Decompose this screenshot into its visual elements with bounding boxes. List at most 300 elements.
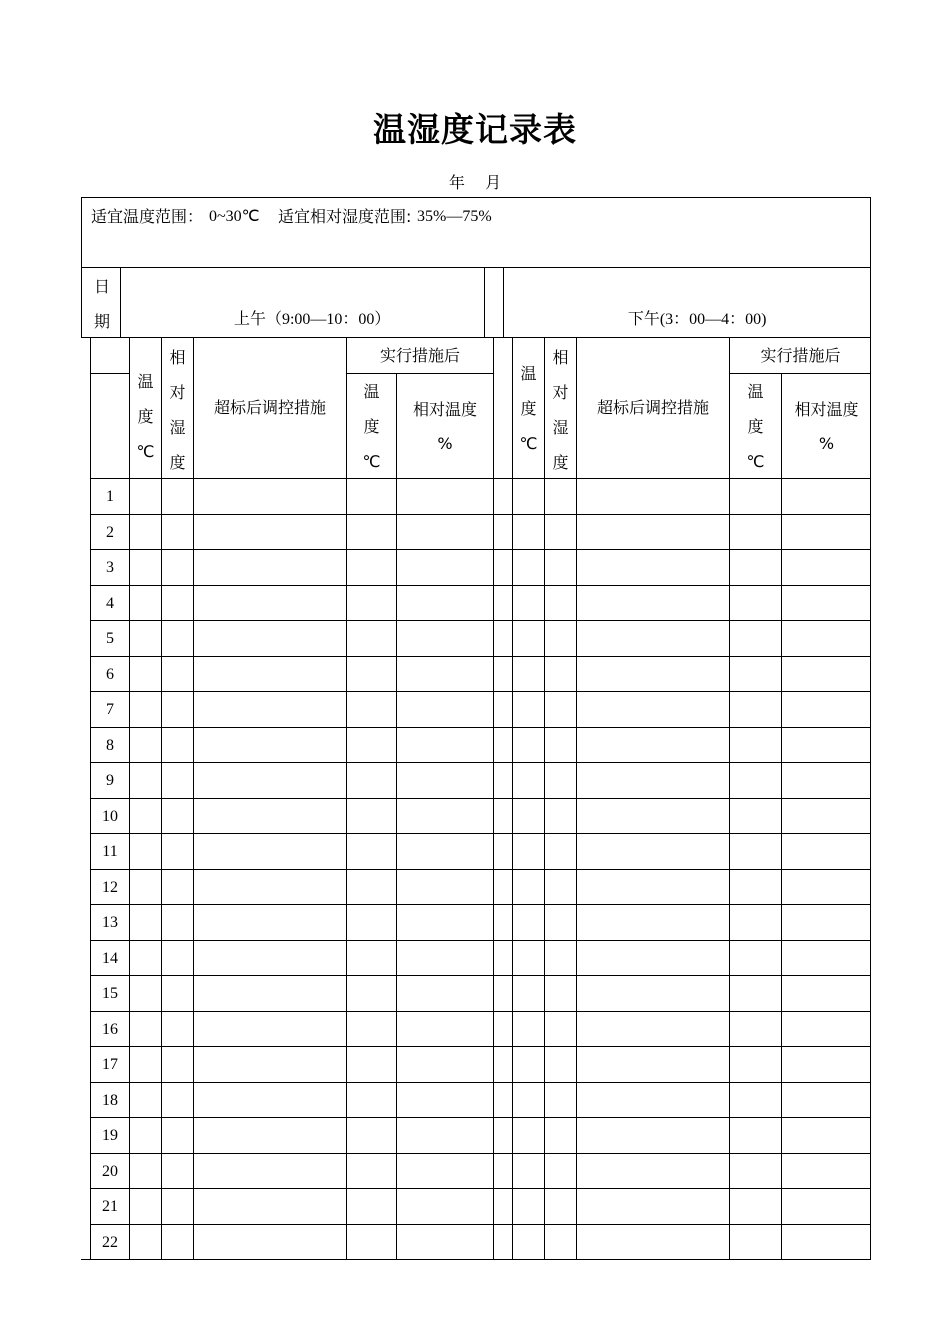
cell-divider bbox=[161, 1118, 162, 1153]
cell-divider bbox=[493, 515, 494, 550]
row-day-number: 20 bbox=[102, 1162, 118, 1180]
cell-divider bbox=[161, 621, 162, 656]
cell-divider bbox=[396, 550, 397, 585]
cell-divider bbox=[729, 834, 730, 869]
cell-divider bbox=[346, 621, 347, 656]
cell-divider bbox=[193, 1225, 194, 1260]
cell-divider bbox=[576, 1012, 577, 1047]
cell-divider bbox=[512, 621, 513, 656]
afternoon-label: 下午 bbox=[627, 309, 660, 328]
cell-divider bbox=[346, 799, 347, 834]
cell-divider bbox=[576, 799, 577, 834]
cell-divider bbox=[396, 515, 397, 550]
temp-range-value: 0~30℃ bbox=[209, 208, 260, 225]
cell-divider bbox=[576, 1083, 577, 1118]
cell-divider bbox=[129, 763, 130, 798]
cell-divider bbox=[396, 692, 397, 727]
cell-divider bbox=[161, 692, 162, 727]
cell-divider bbox=[493, 941, 494, 976]
cell-divider bbox=[161, 657, 162, 692]
cell-divider bbox=[161, 834, 162, 869]
cell-divider bbox=[193, 692, 194, 727]
cell-divider bbox=[544, 941, 545, 976]
table-row bbox=[90, 1083, 871, 1119]
date-label-top: 日 bbox=[94, 277, 111, 296]
cell-divider bbox=[396, 799, 397, 834]
cell-divider bbox=[396, 586, 397, 621]
cell-divider bbox=[161, 976, 162, 1011]
cell-divider bbox=[729, 1012, 730, 1047]
cell-divider bbox=[781, 1225, 782, 1260]
cell-divider bbox=[729, 1154, 730, 1189]
table-row bbox=[90, 621, 871, 657]
cell-divider bbox=[781, 657, 782, 692]
cell-divider bbox=[161, 1047, 162, 1082]
cell-divider bbox=[193, 1118, 194, 1153]
cell-divider bbox=[512, 905, 513, 940]
cell-divider bbox=[346, 657, 347, 692]
cell-divider bbox=[161, 1012, 162, 1047]
cell-divider bbox=[576, 621, 577, 656]
cell-divider bbox=[729, 728, 730, 763]
cell-divider bbox=[512, 1189, 513, 1224]
cell-divider bbox=[129, 586, 130, 621]
after-temp-header-am: 温 度 ℃ bbox=[362, 382, 381, 471]
cell-divider bbox=[781, 550, 782, 585]
cell-divider bbox=[396, 1118, 397, 1153]
cell-divider bbox=[781, 621, 782, 656]
measures-col-header-am: 超标后调控措施 bbox=[213, 398, 326, 417]
row-day-number: 5 bbox=[106, 630, 114, 647]
cell-divider bbox=[729, 941, 730, 976]
cell-divider bbox=[544, 621, 545, 656]
cell-divider bbox=[576, 515, 577, 550]
cell-divider bbox=[346, 550, 347, 585]
morning-time: （9:00—10：00） bbox=[265, 311, 391, 328]
cell-divider bbox=[193, 799, 194, 834]
cell-divider bbox=[396, 905, 397, 940]
cell-divider bbox=[544, 550, 545, 585]
cell-divider bbox=[576, 1047, 577, 1082]
cell-divider bbox=[493, 550, 494, 585]
cell-divider bbox=[781, 1012, 782, 1047]
table-row bbox=[90, 1189, 871, 1225]
cell-divider bbox=[129, 1083, 130, 1118]
cell-divider bbox=[193, 763, 194, 798]
table-row bbox=[90, 550, 871, 586]
cell-divider bbox=[781, 870, 782, 905]
table-row bbox=[90, 479, 871, 515]
cell-divider bbox=[346, 1012, 347, 1047]
cell-divider bbox=[544, 870, 545, 905]
cell-divider bbox=[544, 905, 545, 940]
table-row bbox=[90, 1154, 871, 1190]
table-row bbox=[90, 1012, 871, 1048]
cell-divider bbox=[544, 1225, 545, 1260]
cell-divider bbox=[396, 479, 397, 514]
cell-divider bbox=[544, 799, 545, 834]
cell-divider bbox=[512, 976, 513, 1011]
cell-divider bbox=[544, 1189, 545, 1224]
table-row bbox=[90, 799, 871, 835]
cell-divider bbox=[512, 941, 513, 976]
humidity-range-value: 35%—75% bbox=[417, 208, 492, 225]
cell-divider bbox=[512, 692, 513, 727]
cell-divider bbox=[193, 905, 194, 940]
cell-divider bbox=[729, 515, 730, 550]
cell-divider bbox=[729, 550, 730, 585]
cell-divider bbox=[493, 905, 494, 940]
cell-divider bbox=[161, 1225, 162, 1260]
cell-divider bbox=[576, 1189, 577, 1224]
cell-divider bbox=[576, 905, 577, 940]
cell-divider bbox=[729, 1225, 730, 1260]
cell-divider bbox=[396, 1047, 397, 1082]
cell-divider bbox=[129, 621, 130, 656]
cell-divider bbox=[396, 621, 397, 656]
cell-divider bbox=[729, 1118, 730, 1153]
cell-divider bbox=[544, 1154, 545, 1189]
cell-divider bbox=[493, 799, 494, 834]
cell-divider bbox=[161, 728, 162, 763]
cell-divider bbox=[729, 976, 730, 1011]
cell-divider bbox=[781, 728, 782, 763]
cell-divider bbox=[781, 1154, 782, 1189]
table-row bbox=[90, 834, 871, 870]
cell-divider bbox=[493, 1012, 494, 1047]
cell-divider bbox=[512, 1012, 513, 1047]
cell-divider bbox=[129, 870, 130, 905]
humidity-col-header-pm: 相 对 湿 度 bbox=[552, 348, 569, 472]
row-day-number: 13 bbox=[102, 914, 118, 931]
row-day-number: 4 bbox=[106, 594, 114, 612]
cell-divider bbox=[544, 763, 545, 798]
cell-divider bbox=[129, 1047, 130, 1082]
cell-divider bbox=[576, 657, 577, 692]
cell-divider bbox=[396, 976, 397, 1011]
cell-divider bbox=[781, 834, 782, 869]
cell-divider bbox=[193, 1047, 194, 1082]
cell-divider bbox=[193, 586, 194, 621]
cell-divider bbox=[544, 515, 545, 550]
cell-divider bbox=[346, 1047, 347, 1082]
cell-divider bbox=[512, 799, 513, 834]
cell-divider bbox=[544, 1083, 545, 1118]
cell-divider bbox=[193, 1012, 194, 1047]
cell-divider bbox=[781, 941, 782, 976]
row-day-number: 22 bbox=[102, 1233, 118, 1251]
cell-divider bbox=[781, 515, 782, 550]
cell-divider bbox=[161, 941, 162, 976]
table-row bbox=[90, 870, 871, 906]
cell-divider bbox=[512, 657, 513, 692]
cell-divider bbox=[512, 1083, 513, 1118]
cell-divider bbox=[193, 479, 194, 514]
cell-divider bbox=[576, 479, 577, 514]
row-day-number: 9 bbox=[106, 772, 114, 789]
cell-divider bbox=[129, 1225, 130, 1260]
cell-divider bbox=[161, 1189, 162, 1224]
page-title: 温湿度记录表 bbox=[373, 110, 577, 149]
cell-divider bbox=[161, 905, 162, 940]
cell-divider bbox=[493, 657, 494, 692]
table-row bbox=[90, 586, 871, 622]
cell-divider bbox=[346, 1225, 347, 1260]
cell-divider bbox=[781, 905, 782, 940]
cell-divider bbox=[576, 941, 577, 976]
row-day-number: 3 bbox=[106, 559, 114, 576]
cell-divider bbox=[512, 1225, 513, 1260]
cell-divider bbox=[346, 763, 347, 798]
cell-divider bbox=[493, 621, 494, 656]
cell-divider bbox=[396, 657, 397, 692]
cell-divider bbox=[576, 1118, 577, 1153]
cell-divider bbox=[729, 692, 730, 727]
cell-divider bbox=[544, 479, 545, 514]
cell-divider bbox=[346, 1083, 347, 1118]
cell-divider bbox=[729, 1083, 730, 1118]
cell-divider bbox=[161, 870, 162, 905]
cell-divider bbox=[512, 1047, 513, 1082]
cell-divider bbox=[576, 550, 577, 585]
cell-divider bbox=[129, 941, 130, 976]
cell-divider bbox=[129, 515, 130, 550]
row-day-number: 10 bbox=[102, 807, 118, 825]
cell-divider bbox=[396, 941, 397, 976]
morning-label: 上午 bbox=[233, 309, 266, 328]
cell-divider bbox=[193, 1154, 194, 1189]
row-day-number: 11 bbox=[102, 843, 118, 860]
cell-divider bbox=[493, 1225, 494, 1260]
table-row bbox=[90, 728, 871, 764]
cell-divider bbox=[161, 763, 162, 798]
cell-divider bbox=[493, 976, 494, 1011]
row-day-number: 16 bbox=[102, 1020, 118, 1038]
cell-divider bbox=[129, 728, 130, 763]
cell-divider bbox=[729, 905, 730, 940]
table-row bbox=[90, 515, 871, 551]
cell-divider bbox=[512, 728, 513, 763]
cell-divider bbox=[346, 834, 347, 869]
cell-divider bbox=[193, 621, 194, 656]
cell-divider bbox=[493, 1189, 494, 1224]
cell-divider bbox=[396, 1189, 397, 1224]
cell-divider bbox=[493, 692, 494, 727]
cell-divider bbox=[512, 515, 513, 550]
cell-divider bbox=[161, 479, 162, 514]
humidity-col-header-am: 相 对 湿 度 bbox=[169, 348, 186, 472]
cell-divider bbox=[193, 657, 194, 692]
cell-divider bbox=[129, 657, 130, 692]
cell-divider bbox=[161, 515, 162, 550]
cell-divider bbox=[193, 728, 194, 763]
cell-divider bbox=[729, 870, 730, 905]
cell-divider bbox=[729, 1047, 730, 1082]
cell-divider bbox=[544, 728, 545, 763]
cell-divider bbox=[493, 763, 494, 798]
cell-divider bbox=[729, 586, 730, 621]
cell-divider bbox=[129, 692, 130, 727]
cell-divider bbox=[544, 1118, 545, 1153]
row-day-number: 14 bbox=[102, 949, 118, 967]
cell-divider bbox=[544, 976, 545, 1011]
cell-divider bbox=[544, 586, 545, 621]
cell-divider bbox=[493, 1154, 494, 1189]
cell-divider bbox=[129, 905, 130, 940]
cell-divider bbox=[544, 692, 545, 727]
temp-col-header-am: 温 度 ℃ bbox=[136, 372, 155, 461]
row-day-number: 6 bbox=[106, 665, 114, 683]
row-day-number: 21 bbox=[102, 1198, 118, 1215]
cell-divider bbox=[161, 550, 162, 585]
cell-divider bbox=[193, 550, 194, 585]
cell-divider bbox=[544, 1012, 545, 1047]
table-row bbox=[90, 1225, 871, 1261]
cell-divider bbox=[346, 586, 347, 621]
date-label-bottom: 期 bbox=[94, 312, 111, 331]
cell-divider bbox=[512, 586, 513, 621]
cell-divider bbox=[129, 1012, 130, 1047]
after-measures-header-am: 实行措施后 bbox=[379, 346, 460, 365]
cell-divider bbox=[493, 1083, 494, 1118]
cell-divider bbox=[512, 550, 513, 585]
cell-divider bbox=[129, 799, 130, 834]
cell-divider bbox=[576, 1225, 577, 1260]
cell-divider bbox=[346, 941, 347, 976]
cell-divider bbox=[129, 550, 130, 585]
row-day-number: 17 bbox=[102, 1056, 118, 1073]
cell-divider bbox=[129, 1154, 130, 1189]
cell-divider bbox=[781, 586, 782, 621]
after-humidity-header-pm: 相对温度 % bbox=[794, 400, 859, 453]
row-day-number: 1 bbox=[106, 488, 114, 505]
cell-divider bbox=[346, 728, 347, 763]
cell-divider bbox=[512, 1154, 513, 1189]
cell-divider bbox=[493, 1047, 494, 1082]
cell-divider bbox=[729, 621, 730, 656]
cell-divider bbox=[396, 870, 397, 905]
cell-divider bbox=[346, 905, 347, 940]
cell-divider bbox=[781, 1083, 782, 1118]
measures-col-header-pm: 超标后调控措施 bbox=[596, 398, 709, 417]
humidity-range-label: 适宜相对湿度范围: bbox=[278, 207, 412, 226]
cell-divider bbox=[193, 515, 194, 550]
cell-divider bbox=[161, 586, 162, 621]
cell-divider bbox=[161, 1083, 162, 1118]
cell-divider bbox=[396, 728, 397, 763]
row-day-number: 7 bbox=[106, 701, 114, 718]
row-day-number: 8 bbox=[106, 736, 114, 754]
afternoon-time: (3：00—4：00) bbox=[659, 311, 767, 328]
cell-divider bbox=[512, 834, 513, 869]
cell-divider bbox=[396, 1012, 397, 1047]
cell-divider bbox=[129, 1118, 130, 1153]
cell-divider bbox=[346, 515, 347, 550]
cell-divider bbox=[493, 870, 494, 905]
cell-divider bbox=[396, 1225, 397, 1260]
cell-divider bbox=[729, 763, 730, 798]
cell-divider bbox=[193, 870, 194, 905]
cell-divider bbox=[781, 976, 782, 1011]
cell-divider bbox=[544, 834, 545, 869]
cell-divider bbox=[576, 870, 577, 905]
cell-divider bbox=[576, 728, 577, 763]
row-day-number: 2 bbox=[106, 523, 114, 541]
cell-divider bbox=[346, 1154, 347, 1189]
cell-divider bbox=[396, 834, 397, 869]
cell-divider bbox=[781, 1047, 782, 1082]
row-day-number: 15 bbox=[102, 985, 118, 1002]
cell-divider bbox=[512, 1118, 513, 1153]
after-temp-header-pm: 温 度 ℃ bbox=[746, 382, 765, 471]
cell-divider bbox=[193, 1083, 194, 1118]
cell-divider bbox=[129, 479, 130, 514]
row-day-number: 18 bbox=[102, 1091, 118, 1109]
cell-divider bbox=[493, 586, 494, 621]
cell-divider bbox=[512, 763, 513, 798]
cell-divider bbox=[729, 657, 730, 692]
table-row bbox=[90, 976, 871, 1012]
cell-divider bbox=[346, 1118, 347, 1153]
cell-divider bbox=[512, 479, 513, 514]
cell-divider bbox=[346, 692, 347, 727]
cell-divider bbox=[396, 763, 397, 798]
cell-divider bbox=[396, 1083, 397, 1118]
cell-divider bbox=[346, 976, 347, 1011]
cell-divider bbox=[544, 657, 545, 692]
cell-divider bbox=[193, 1189, 194, 1224]
cell-divider bbox=[493, 1118, 494, 1153]
cell-divider bbox=[129, 976, 130, 1011]
row-day-number: 19 bbox=[102, 1127, 118, 1144]
cell-divider bbox=[729, 799, 730, 834]
temp-range-label: 适宜温度范围： bbox=[91, 207, 204, 226]
cell-divider bbox=[729, 479, 730, 514]
table-row bbox=[90, 1047, 871, 1083]
cell-divider bbox=[781, 763, 782, 798]
cell-divider bbox=[161, 799, 162, 834]
cell-divider bbox=[193, 941, 194, 976]
cell-divider bbox=[493, 479, 494, 514]
cell-divider bbox=[729, 1189, 730, 1224]
table-row bbox=[90, 692, 871, 728]
table-row bbox=[90, 941, 871, 977]
cell-divider bbox=[396, 1154, 397, 1189]
cell-divider bbox=[129, 1189, 130, 1224]
bottom-rule bbox=[81, 1259, 871, 1260]
cell-divider bbox=[576, 1154, 577, 1189]
year-month-line: 年 月 bbox=[448, 173, 502, 192]
cell-divider bbox=[512, 870, 513, 905]
table-row bbox=[90, 1118, 871, 1154]
cell-divider bbox=[346, 1189, 347, 1224]
cell-divider bbox=[781, 479, 782, 514]
cell-divider bbox=[346, 870, 347, 905]
cell-divider bbox=[129, 834, 130, 869]
after-humidity-header-am: 相对温度 % bbox=[412, 400, 477, 453]
table-row bbox=[90, 905, 871, 941]
after-measures-header-pm: 实行措施后 bbox=[760, 346, 841, 365]
cell-divider bbox=[346, 479, 347, 514]
cell-divider bbox=[576, 763, 577, 798]
cell-divider bbox=[576, 586, 577, 621]
cell-divider bbox=[493, 728, 494, 763]
table-row bbox=[90, 763, 871, 799]
cell-divider bbox=[576, 834, 577, 869]
cell-divider bbox=[161, 1154, 162, 1189]
cell-divider bbox=[576, 976, 577, 1011]
cell-divider bbox=[576, 692, 577, 727]
